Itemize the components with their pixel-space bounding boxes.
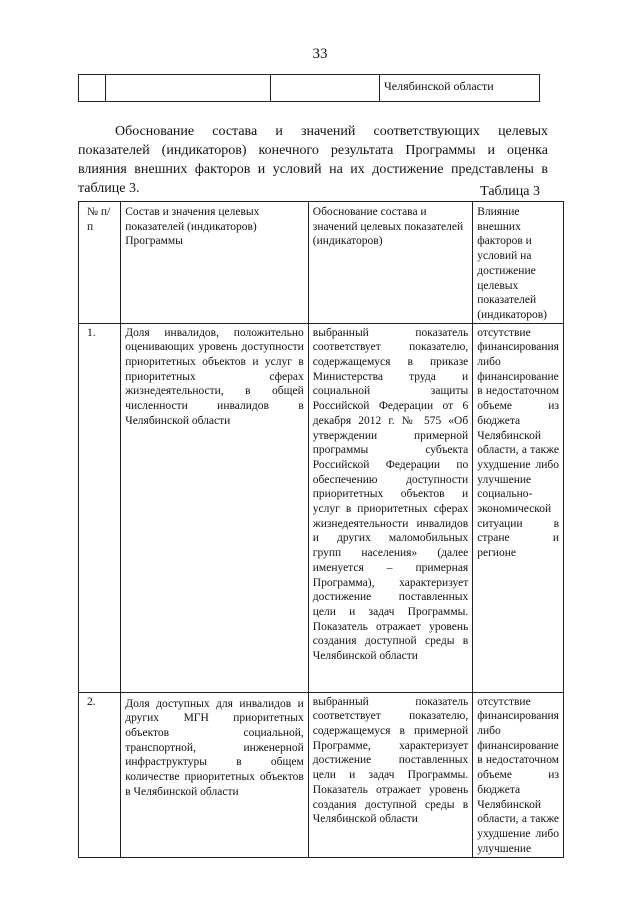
row-justification: выбранный показатель соответствует показателю, содержащемуся в примерной Программе, характеризует достижение поставленных цели и задач Программы. Показатель отражает уровень создания доступной среды в Челябинской области — [308, 692, 472, 857]
header-indicators: Состав и значения целевых показателей (индикаторов) Программы — [121, 202, 309, 324]
table-cell — [271, 75, 380, 102]
table-cell-region: Челябинской области — [380, 75, 540, 102]
table-cell — [106, 75, 271, 102]
header-number: № п/п — [79, 202, 121, 324]
header-influence: Влияние внешних факторов и условий на достижение целевых показателей (индикаторов) — [473, 202, 564, 324]
row-number: 1. — [79, 323, 121, 692]
continuation-table — [78, 74, 540, 102]
page-number: 33 — [312, 46, 328, 62]
row-number: 2. — [79, 692, 121, 857]
table-cell — [79, 75, 106, 102]
table-header-row — [79, 202, 564, 324]
table-row — [79, 323, 564, 692]
table-row — [79, 75, 540, 102]
table-row — [79, 692, 564, 857]
row-influence: отсутствие финансирования либо финансирование в недостаточном объеме из бюджета Челябинской области, а также ухудшение либо улучшение — [473, 692, 564, 857]
table-caption: Таблица 3 — [480, 184, 540, 199]
row-justification: выбранный показатель соответствует показателю, содержащемуся в приказе Министерства труда и социальной защиты Российской Федерации от 6 декабря 2012 г. № 575 «Об утверждении примерной программы субъекта Российской Федерации по обеспечению доступности приоритетных объектов и услуг в приоритетных сферах жизнедеятельности инвалидов и других маломобильных групп населения» (далее именуется – примерная Программа), характеризует достижение поставленных цели и задач Программы. Показатель отражает уровень создания доступной среды в Челябинской области — [308, 323, 472, 692]
row-indicator: Доля доступных для инвалидов и других МГН приоритетных объектов социальной, транспортной, инженерной инфраструктуры в общем количестве приоритетных объектов в Челябинской области — [121, 692, 309, 857]
intro-paragraph: Обоснование состава и значений соответствующих целевых показателей (индикаторов) конечного результата Программы и оценка влияния внешних факторов и условий на их достижение представлены в таблице 3. — [78, 124, 548, 196]
row-indicator: Доля инвалидов, положительно оценивающих уровень доступности приоритетных объектов и услуг в приоритетных сферах жизнедеятельности, в общей численности инвалидов в Челябинской области — [121, 323, 309, 692]
header-justification: Обоснование состава и значений целевых показателей (индикаторов) — [308, 202, 472, 324]
indicators-table — [78, 201, 564, 858]
row-influence: отсутствие финансирования либо финансирование в недостаточном объеме из бюджета Челябинской области, а также ухудшение либо улучшение социально-экономической ситуации в стране и регионе — [473, 323, 564, 692]
